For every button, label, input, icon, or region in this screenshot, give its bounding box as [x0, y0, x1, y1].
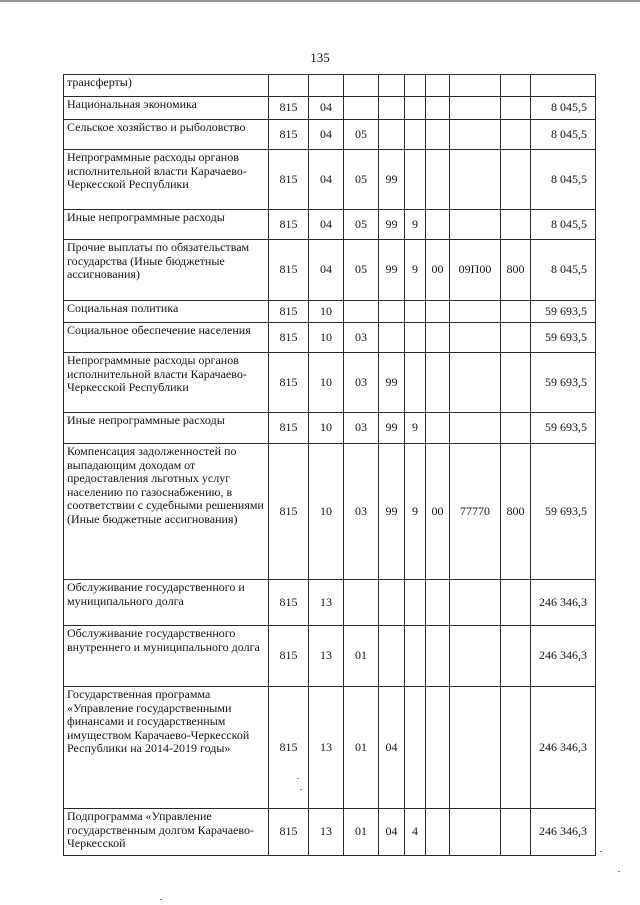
subprogram-cell: [405, 626, 426, 687]
subprogram-cell: [405, 323, 426, 353]
expense-type-cell: [501, 687, 531, 809]
amount-cell: 59 693,5: [531, 444, 596, 580]
table-row: [64, 120, 596, 150]
section-cell: 04: [309, 240, 344, 301]
page-number: 135: [310, 50, 330, 65]
subsection-cell: 05: [344, 240, 379, 301]
ministry-code-cell: 815: [269, 353, 309, 413]
table-row: [64, 413, 596, 444]
subsection-cell: 03: [344, 444, 379, 580]
subsection-cell: 03: [344, 413, 379, 444]
section-cell: 13: [309, 626, 344, 687]
amount-cell: 8 045,5: [531, 210, 596, 240]
subprogram-cell: 9: [405, 210, 426, 240]
scan-speck: [618, 871, 620, 872]
expense-type-cell: 800: [501, 444, 531, 580]
expense-code-cell: [450, 323, 501, 353]
page-top-edge: [0, 0, 640, 2]
expense-code-cell: [450, 687, 501, 809]
budget-table-body: [64, 75, 596, 856]
section-cell: 10: [309, 444, 344, 580]
row-name: Государственная программа «Управление государственными финансами и государственным имуществом Карачаево-Черкесской Республики на 2014-2019 годы»: [64, 687, 269, 809]
amount-cell: 8 045,5: [531, 150, 596, 210]
expense-code-cell: [450, 210, 501, 240]
ministry-code-cell: [269, 75, 309, 97]
program-cell: [379, 580, 405, 626]
scan-speck: [297, 778, 299, 779]
row-name: Национальная экономика: [64, 97, 269, 120]
subsection-cell: 03: [344, 353, 379, 413]
expense-code-cell: [450, 580, 501, 626]
row-name: Сельское хозяйство и рыболовство: [64, 120, 269, 150]
scan-speck: [160, 899, 162, 900]
program-cell: 04: [379, 687, 405, 809]
program-cell: 99: [379, 240, 405, 301]
scan-speck: [300, 789, 302, 790]
section-cell: 10: [309, 353, 344, 413]
amount-cell: 8 045,5: [531, 240, 596, 301]
amount-cell: 246 346,3: [531, 580, 596, 626]
direction-cell: 00: [426, 240, 450, 301]
expense-type-cell: [501, 210, 531, 240]
table-row: [64, 240, 596, 301]
subsection-cell: [344, 97, 379, 120]
row-name: Иные непрограммные расходы: [64, 210, 269, 240]
expense-code-cell: [450, 97, 501, 120]
section-cell: 13: [309, 809, 344, 856]
direction-cell: [426, 97, 450, 120]
subprogram-cell: 4: [405, 809, 426, 856]
row-name: Прочие выплаты по обязательствам государства (Иные бюджетные ассигнования): [64, 240, 269, 301]
expense-code-cell: [450, 413, 501, 444]
program-cell: 99: [379, 353, 405, 413]
expense-type-cell: [501, 150, 531, 210]
subsection-cell: 05: [344, 210, 379, 240]
section-cell: 04: [309, 97, 344, 120]
program-cell: [379, 323, 405, 353]
direction-cell: [426, 323, 450, 353]
program-cell: 99: [379, 444, 405, 580]
expense-type-cell: [501, 301, 531, 323]
amount-cell: 246 346,3: [531, 626, 596, 687]
table-row: [64, 687, 596, 809]
direction-cell: [426, 580, 450, 626]
subprogram-cell: [405, 97, 426, 120]
expense-code-cell: [450, 75, 501, 97]
subprogram-cell: [405, 150, 426, 210]
expense-code-cell: [450, 150, 501, 210]
section-cell: 10: [309, 413, 344, 444]
subsection-cell: [344, 75, 379, 97]
subprogram-cell: [405, 301, 426, 323]
expense-type-cell: [501, 626, 531, 687]
ministry-code-cell: 815: [269, 301, 309, 323]
ministry-code-cell: 815: [269, 120, 309, 150]
amount-cell: 8 045,5: [531, 97, 596, 120]
table-row: [64, 626, 596, 687]
direction-cell: 00: [426, 444, 450, 580]
expense-code-cell: [450, 353, 501, 413]
table-row: [64, 75, 596, 97]
scan-speck: [600, 851, 602, 852]
program-cell: [379, 75, 405, 97]
table-row: [64, 444, 596, 580]
expense-type-cell: [501, 97, 531, 120]
row-name: Социальная политика: [64, 301, 269, 323]
section-cell: 04: [309, 150, 344, 210]
expense-type-cell: [501, 413, 531, 444]
subsection-cell: [344, 301, 379, 323]
program-cell: 04: [379, 809, 405, 856]
budget-table: [63, 74, 596, 856]
direction-cell: [426, 120, 450, 150]
subprogram-cell: 9: [405, 240, 426, 301]
expense-code-cell: [450, 301, 501, 323]
section-cell: 13: [309, 687, 344, 809]
direction-cell: [426, 75, 450, 97]
expense-code-cell: [450, 626, 501, 687]
ministry-code-cell: 815: [269, 687, 309, 809]
program-cell: [379, 120, 405, 150]
subsection-cell: [344, 580, 379, 626]
subprogram-cell: [405, 580, 426, 626]
program-cell: [379, 97, 405, 120]
expense-code-cell: [450, 809, 501, 856]
expense-type-cell: [501, 75, 531, 97]
table-row: [64, 301, 596, 323]
amount-cell: 8 045,5: [531, 120, 596, 150]
subsection-cell: 01: [344, 626, 379, 687]
expense-type-cell: [501, 120, 531, 150]
table-row: [64, 809, 596, 856]
direction-cell: [426, 353, 450, 413]
table-row: [64, 210, 596, 240]
expense-type-cell: [501, 353, 531, 413]
ministry-code-cell: 815: [269, 97, 309, 120]
program-cell: 99: [379, 413, 405, 444]
section-cell: 04: [309, 210, 344, 240]
amount-cell: 246 346,3: [531, 809, 596, 856]
amount-cell: [531, 75, 596, 97]
expense-code-cell: [450, 120, 501, 150]
expense-code-cell: 09П00: [450, 240, 501, 301]
program-cell: [379, 626, 405, 687]
row-name: Обслуживание государственного внутреннего и муниципального долга: [64, 626, 269, 687]
ministry-code-cell: 815: [269, 444, 309, 580]
program-cell: [379, 301, 405, 323]
expense-type-cell: [501, 323, 531, 353]
ministry-code-cell: 815: [269, 323, 309, 353]
section-cell: 10: [309, 323, 344, 353]
subsection-cell: 01: [344, 687, 379, 809]
direction-cell: [426, 626, 450, 687]
row-name: Иные непрограммные расходы: [64, 413, 269, 444]
ministry-code-cell: 815: [269, 210, 309, 240]
ministry-code-cell: 815: [269, 626, 309, 687]
row-name: Обслуживание государственного и муниципального долга: [64, 580, 269, 626]
section-cell: [309, 75, 344, 97]
subprogram-cell: 9: [405, 413, 426, 444]
table-row: [64, 323, 596, 353]
subprogram-cell: [405, 120, 426, 150]
ministry-code-cell: 815: [269, 809, 309, 856]
subprogram-cell: 9: [405, 444, 426, 580]
direction-cell: [426, 210, 450, 240]
program-cell: 99: [379, 150, 405, 210]
direction-cell: [426, 687, 450, 809]
row-name: Компенсация задолженностей по выпадающим доходам от предоставления льготных услуг населению по газоснабжению, в соответствии с судебными решениями (Иные бюджетные ассигнования): [64, 444, 269, 580]
subsection-cell: 05: [344, 120, 379, 150]
table-row: [64, 150, 596, 210]
section-cell: 13: [309, 580, 344, 626]
subsection-cell: 05: [344, 150, 379, 210]
row-name: трансферты): [64, 75, 269, 97]
ministry-code-cell: 815: [269, 150, 309, 210]
expense-type-cell: [501, 580, 531, 626]
subsection-cell: 01: [344, 809, 379, 856]
ministry-code-cell: 815: [269, 240, 309, 301]
row-name: Социальное обеспечение населения: [64, 323, 269, 353]
ministry-code-cell: 815: [269, 580, 309, 626]
amount-cell: 59 693,5: [531, 353, 596, 413]
row-name: Непрограммные расходы органов исполнительной власти Карачаево-Черкесской Республики: [64, 353, 269, 413]
amount-cell: 59 693,5: [531, 323, 596, 353]
row-name: Непрограммные расходы органов исполнительной власти Карачаево-Черкесской Республики: [64, 150, 269, 210]
expense-type-cell: [501, 809, 531, 856]
subprogram-cell: [405, 687, 426, 809]
direction-cell: [426, 413, 450, 444]
amount-cell: 59 693,5: [531, 413, 596, 444]
section-cell: 10: [309, 301, 344, 323]
direction-cell: [426, 150, 450, 210]
subprogram-cell: [405, 353, 426, 413]
section-cell: 04: [309, 120, 344, 150]
table-row: [64, 580, 596, 626]
expense-type-cell: 800: [501, 240, 531, 301]
direction-cell: [426, 809, 450, 856]
row-name: Подпрограмма «Управление государственным долгом Карачаево-Черкесской: [64, 809, 269, 856]
table-row: [64, 353, 596, 413]
expense-code-cell: 77770: [450, 444, 501, 580]
ministry-code-cell: 815: [269, 413, 309, 444]
amount-cell: 246 346,3: [531, 687, 596, 809]
amount-cell: 59 693,5: [531, 301, 596, 323]
direction-cell: [426, 301, 450, 323]
program-cell: 99: [379, 210, 405, 240]
subprogram-cell: [405, 75, 426, 97]
table-row: [64, 97, 596, 120]
subsection-cell: 03: [344, 323, 379, 353]
